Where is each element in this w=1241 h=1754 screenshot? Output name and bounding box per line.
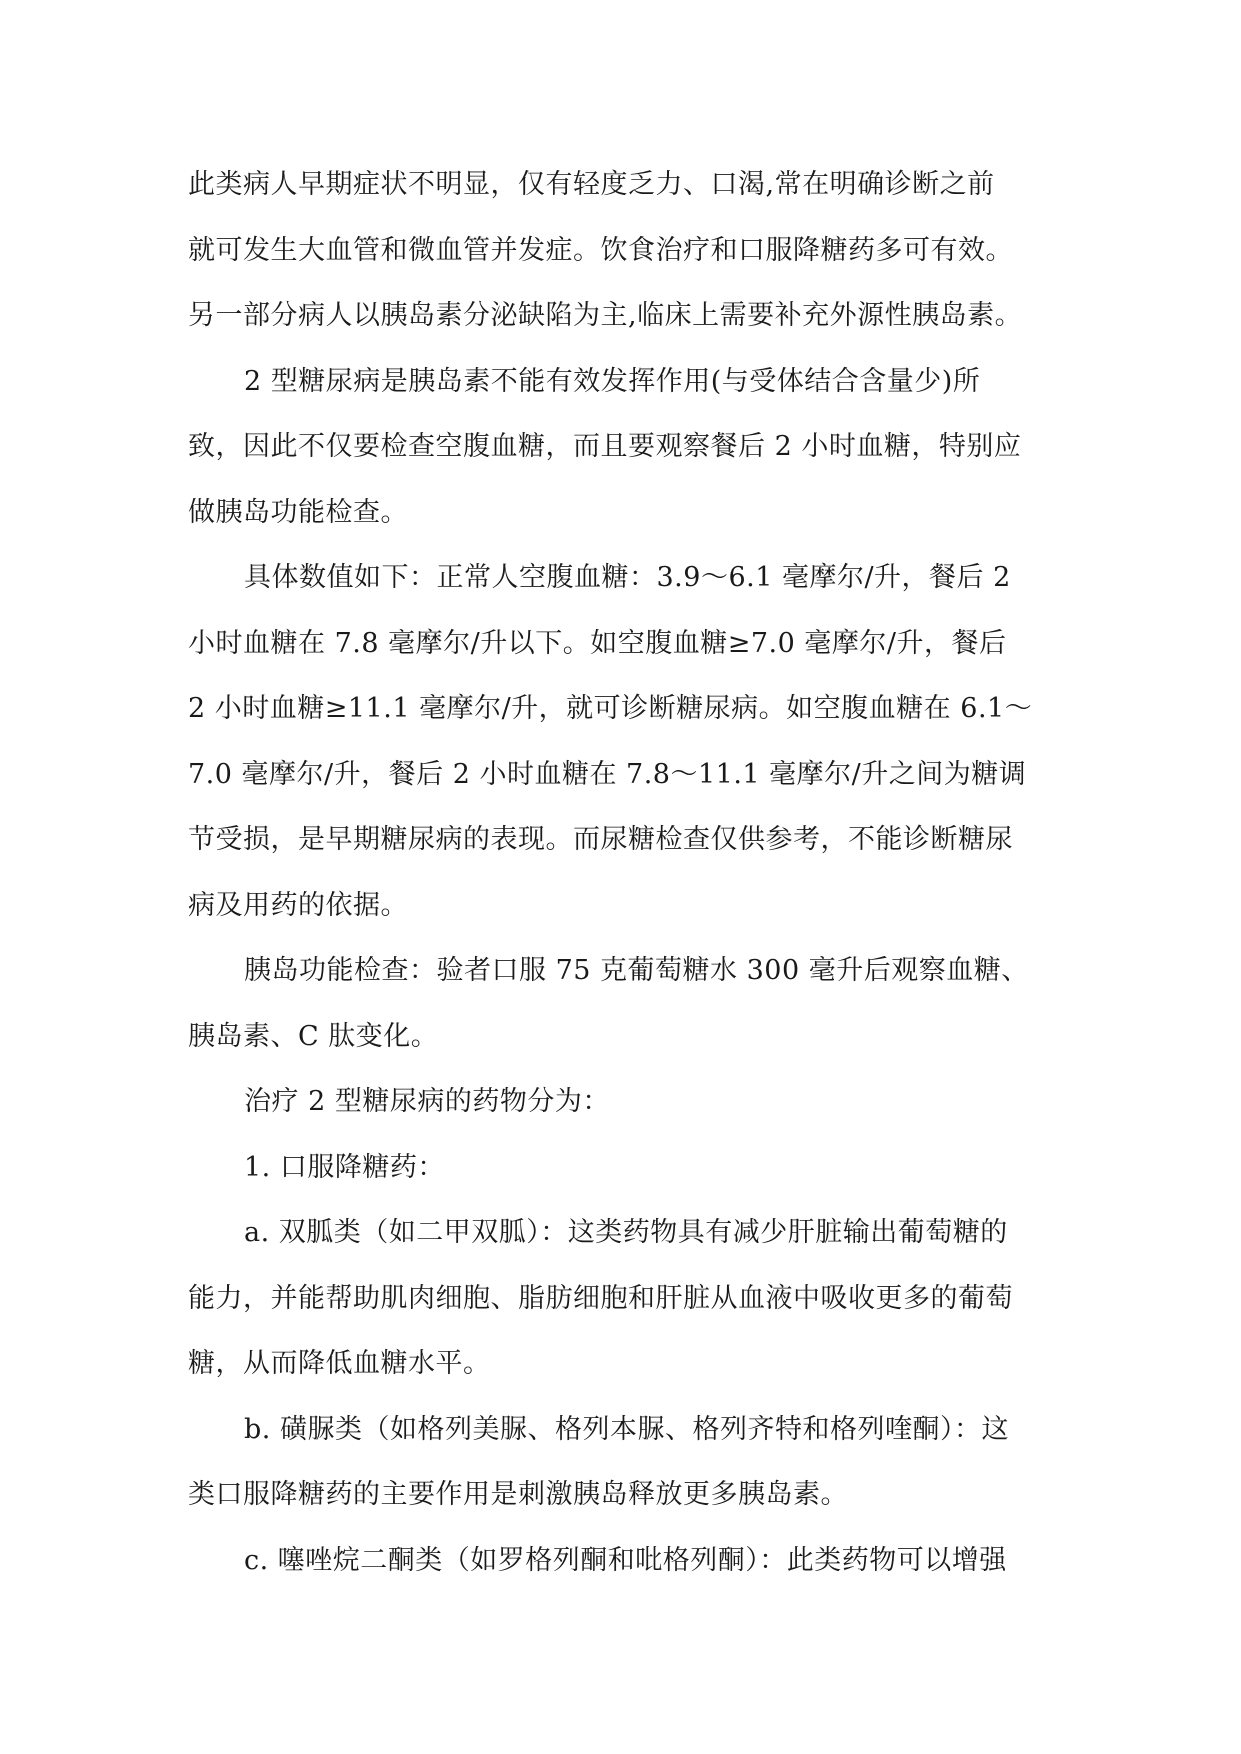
text-line: 胰岛素、C 肽变化。 [188,1020,439,1052]
text-line: 糖，从而降低血糖水平。 [188,1348,491,1379]
text-line: c. 噻唑烷二酮类（如罗格列酮和吡格列酮）：此类药物可以增强 [244,1544,1007,1576]
paragraph-sulfonylureas [188,1397,1068,1528]
text-line: 病及用药的依据。 [188,889,408,921]
text-line: 致，因此不仅要检查空腹血糖，而且要观察餐后 2 小时血糖，特别应 [188,431,1022,462]
document-body [188,152,1068,1593]
paragraph-islet-function-test [188,938,1068,1069]
paragraph-blood-glucose-values [188,545,1068,938]
text-line: 2 小时血糖≥11.1 毫摩尔/升，就可诊断糖尿病。如空腹血糖在 6.1～ [188,693,1033,724]
paragraph-biguanides [188,1200,1068,1397]
paragraph-oral-drugs-heading [188,1135,1068,1201]
text-line: 小时血糖在 7.8 毫摩尔/升以下。如空腹血糖≥7.0 毫摩尔/升，餐后 [188,627,1007,659]
text-line: 治疗 2 型糖尿病的药物分为： [244,1086,610,1117]
text-line: 胰岛功能检查：验者口服 75 克葡萄糖水 300 毫升后观察血糖、 [244,955,1029,986]
text-line: 1. 口服降糖药： [244,1151,445,1183]
text-line: 节受损，是早期糖尿病的表现。而尿糖检查仅供参考，不能诊断糖尿 [188,824,1013,855]
text-line: 此类病人早期症状不明显，仅有轻度乏力、口渴,常在明确诊断之前 [188,169,995,200]
paragraph-early-symptoms [188,152,1068,349]
text-line: 类口服降糖药的主要作用是刺激胰岛释放更多胰岛素。 [188,1479,848,1510]
paragraph-thiazolidinediones [188,1528,1068,1594]
text-line: b. 磺脲类（如格列美脲、格列本脲、格列齐特和格列喹酮）：这 [244,1413,1009,1445]
text-line: 就可发生大血管和微血管并发症。饮食治疗和口服降糖药多可有效。 [188,234,1013,266]
text-line: 另一部分病人以胰岛素分泌缺陷为主,临床上需要补充外源性胰岛素。 [188,300,1023,331]
text-line: 具体数值如下：正常人空腹血糖：3.9～6.1 毫摩尔/升，餐后 2 [244,562,1011,593]
text-line: 2 型糖尿病是胰岛素不能有效发挥作用(与受体结合含量少)所 [244,365,981,397]
paragraph-type2-cause [188,349,1068,546]
text-line: 做胰岛功能检查。 [188,496,408,528]
paragraph-treatment-drugs [188,1069,1068,1135]
text-line: a. 双胍类（如二甲双胍）：这类药物具有减少肝脏输出葡萄糖的 [244,1217,1008,1248]
text-line: 7.0 毫摩尔/升，餐后 2 小时血糖在 7.8～11.1 毫摩尔/升之间为糖调 [188,758,1027,790]
text-line: 能力，并能帮助肌肉细胞、脂肪细胞和肝脏从血液中吸收更多的葡萄 [188,1282,1013,1314]
